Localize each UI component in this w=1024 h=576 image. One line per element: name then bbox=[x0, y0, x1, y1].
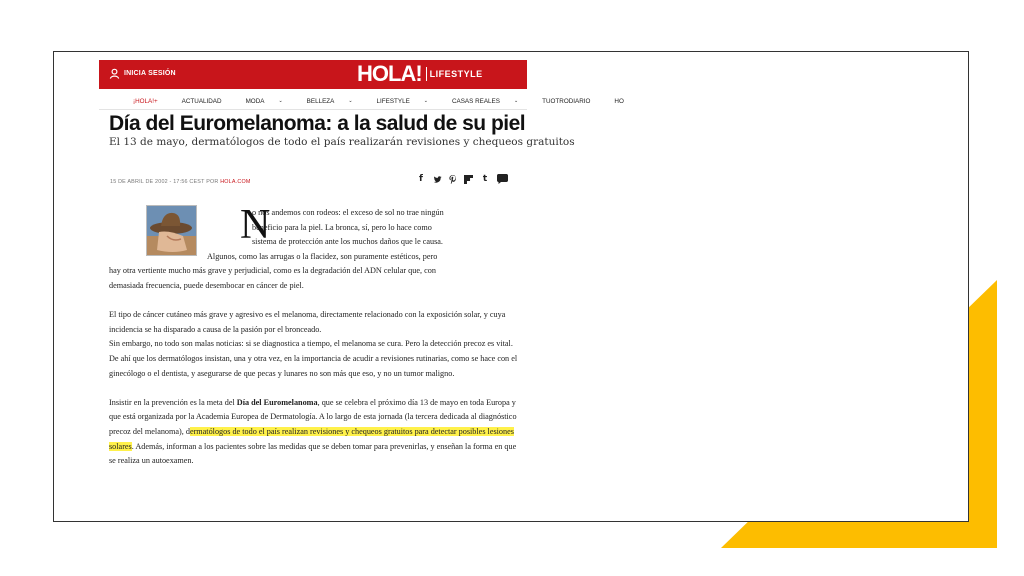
comment-icon[interactable] bbox=[497, 174, 508, 184]
article-title: Día del Euromelanoma: a la salud de su piel bbox=[109, 112, 526, 135]
nav-item-casas-reales[interactable] bbox=[440, 98, 518, 105]
pinterest-icon[interactable] bbox=[449, 175, 457, 184]
logo-divider bbox=[426, 67, 427, 81]
nav-item-actualidad[interactable] bbox=[170, 98, 222, 105]
article-paragraph bbox=[109, 308, 521, 381]
nav-label: BELLEZA bbox=[306, 97, 335, 105]
article-date: 15 DE ABRIL DE 2002 - 17:56 CEST POR bbox=[110, 179, 219, 185]
paragraph-line: hay otra vertiente mucho más grave y perjudicial, como es la degradación del ADN celular que, con bbox=[109, 266, 436, 276]
logo-sub-text: LIFESTYLE bbox=[429, 68, 483, 79]
chevron-down-icon: ⌄ bbox=[423, 98, 428, 104]
article-meta bbox=[110, 179, 251, 185]
bold-event-name: Día del Euromelanoma bbox=[236, 397, 318, 407]
article-author-link[interactable]: HOLA.COM bbox=[220, 179, 251, 185]
flipboard-icon[interactable] bbox=[464, 175, 473, 184]
nav-item-hola-plus[interactable] bbox=[121, 98, 158, 105]
paragraph-text: Sin embargo, no todo son malas noticias: si se diagnostica a tiempo, el melanoma se cura. Pero la detección precoz es vital. De ahí que los dermatólogos insistan, una y otra vez, en la importancia de acudir a revisiones rutinarias, como se hace con el ginecólogo o el dentista, y asegurarse de que pecas y lunares no son más que eso, y no un tumor maligno. bbox=[109, 339, 518, 378]
paragraph-line: beneficio para la piel. La bronca, sí, pero lo hace como bbox=[252, 222, 432, 232]
drop-cap: N bbox=[240, 202, 271, 248]
nav-item-lifestyle[interactable] bbox=[365, 98, 428, 105]
paragraph-line: demasiada frecuencia, puede desembocar en cáncer de piel. bbox=[109, 280, 304, 290]
nav-label: ¡HOLA!+ bbox=[133, 97, 158, 105]
nav-item-moda[interactable] bbox=[234, 98, 283, 105]
tumblr-icon[interactable]: t bbox=[482, 174, 488, 184]
paragraph-line: sistema de protección ante los muchos daños que le causa. bbox=[252, 237, 443, 247]
share-bar bbox=[416, 174, 508, 184]
chevron-down-icon: ⌄ bbox=[348, 98, 353, 104]
highlighted-text: ermatólogos de todo el país realizan revisiones y chequeos gratuitos para detectar posibles lesiones solares bbox=[109, 426, 514, 451]
first-paragraph bbox=[109, 202, 521, 294]
site-header bbox=[99, 60, 527, 89]
article-body bbox=[109, 202, 521, 483]
paragraph-text: Insistir en la prevención es la meta del bbox=[109, 397, 237, 407]
chevron-down-icon: ⌄ bbox=[278, 98, 283, 104]
chevron-down-icon: ⌄ bbox=[513, 98, 519, 104]
nav-label: TUOTRODIARIO bbox=[542, 97, 591, 105]
nav-label: CASAS REALES bbox=[451, 97, 500, 105]
main-nav bbox=[99, 93, 624, 110]
user-icon bbox=[109, 68, 120, 79]
login-button[interactable] bbox=[109, 68, 176, 79]
login-label: INICIA SESIÓN bbox=[124, 70, 176, 77]
nav-label: HO bbox=[614, 97, 624, 105]
article-subtitle: El 13 de mayo, dermatólogos de todo el país realizarán revisiones y chequeos gratuitos bbox=[109, 136, 575, 148]
twitter-icon[interactable] bbox=[433, 175, 442, 184]
hola-logo[interactable] bbox=[357, 62, 483, 85]
paragraph-line: o nos andemos con rodeos: el exceso de sol no trae ningún bbox=[252, 208, 444, 217]
paragraph-text: , que se celebra el próximo día 13 de mayo en toda Europa y que está organizada por la Academia Europea de Dermatología. A lo largo de esta jornada (la tercera dedicada al diagnóstico precoz del melanoma), d bbox=[109, 397, 517, 436]
nav-label: MODA bbox=[245, 97, 265, 105]
nav-item-belleza[interactable] bbox=[295, 98, 353, 105]
article-paragraph bbox=[109, 396, 521, 469]
paragraph-text: El tipo de cáncer cutáneo más grave y agresivo es el melanoma, directamente relacionado con la exposición solar, y cuya incidencia se ha disparado a causa de la pasión por el bronceado. bbox=[109, 310, 506, 334]
logo-main-text: HOLA! bbox=[357, 61, 422, 86]
paragraph-text: . Además, informan a los pacientes sobre las medidas que se deben tomar para prevenirlas, y enseñan la forma en que se realiza un autoexamen. bbox=[109, 441, 517, 466]
nav-item-ho[interactable] bbox=[602, 98, 623, 105]
nav-label: ACTUALIDAD bbox=[181, 97, 222, 105]
facebook-icon[interactable]: f bbox=[419, 174, 423, 184]
nav-label: LIFESTYLE bbox=[376, 97, 410, 105]
paragraph-line: Algunos, como las arrugas o la flacidez, son puramente estéticos, pero bbox=[207, 251, 438, 261]
nav-item-tuotrodiario[interactable] bbox=[530, 98, 590, 105]
